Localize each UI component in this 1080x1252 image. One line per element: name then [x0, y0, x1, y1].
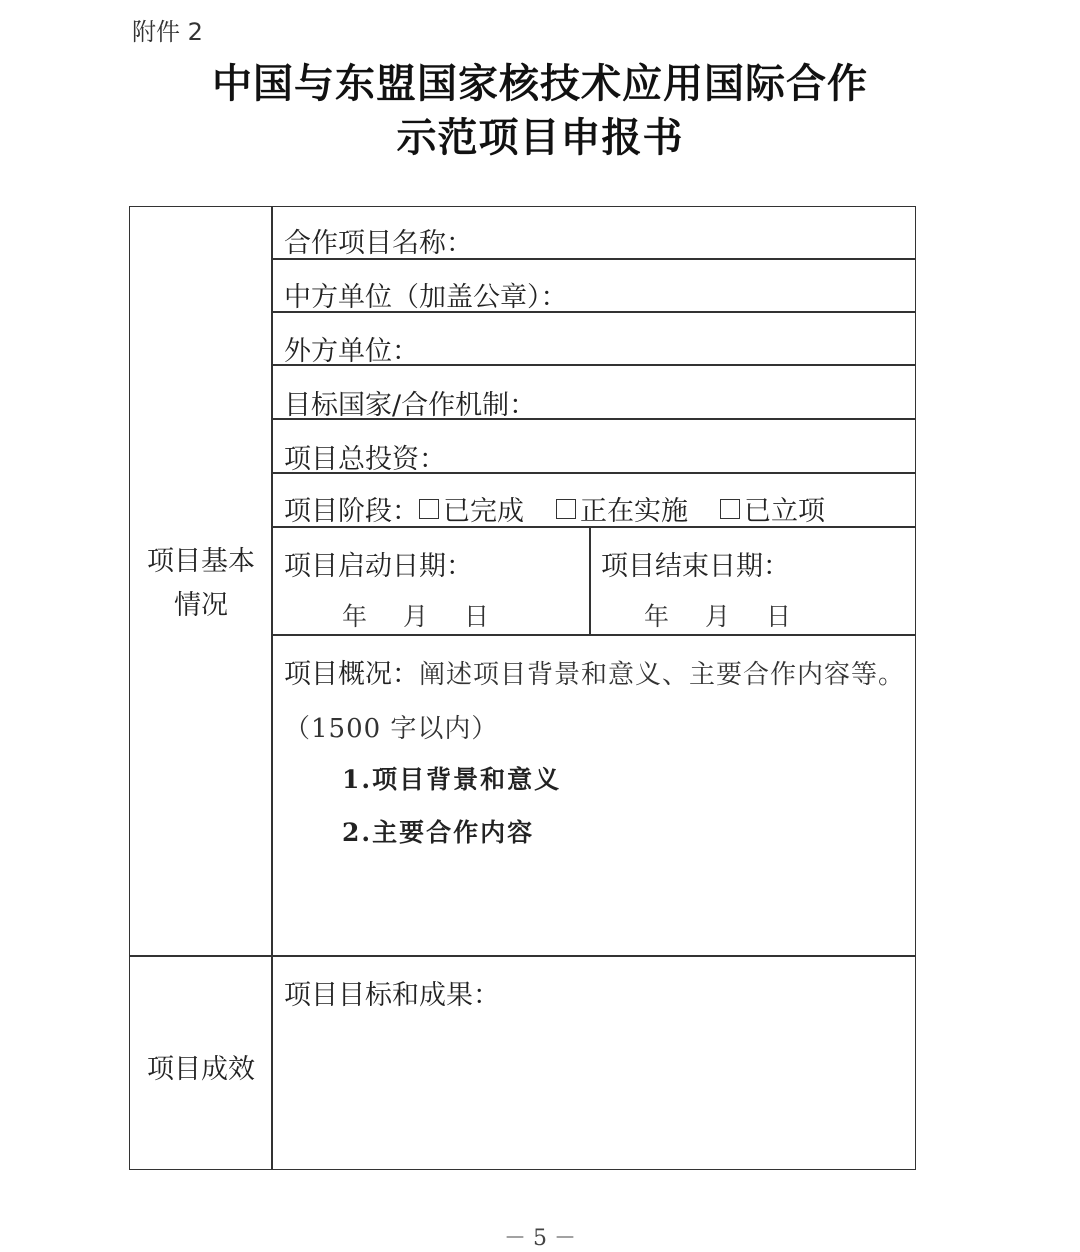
- stage-option-label: 正在实施: [580, 496, 688, 527]
- date-year: 年: [644, 602, 670, 631]
- stage-option-in-progress[interactable]: [556, 489, 688, 528]
- field-start-date[interactable]: 项目启动日期：: [284, 551, 473, 582]
- stage-label: 项目阶段：: [284, 496, 419, 527]
- overview-item-background: 1.项目背景和意义: [342, 765, 562, 794]
- date-column-divider: [589, 526, 591, 635]
- row-divider: [271, 634, 916, 636]
- stage-option-label: 已立项: [744, 496, 825, 527]
- section-basic-info: [131, 540, 271, 628]
- date-month: 月: [403, 602, 429, 631]
- field-project-stage: [284, 489, 857, 528]
- stage-option-completed[interactable]: [419, 489, 524, 528]
- attachment-label: 附件 2: [132, 18, 203, 46]
- stage-option-approved[interactable]: [720, 489, 825, 528]
- field-chinese-unit[interactable]: 中方单位（加盖公章）：: [284, 282, 568, 313]
- overview-label: 项目概况：: [284, 659, 419, 690]
- field-target-country[interactable]: 目标国家/合作机制：: [284, 390, 537, 421]
- section-divider: [129, 955, 916, 957]
- stage-option-label: 已完成: [443, 496, 524, 527]
- field-project-overview[interactable]: [284, 648, 909, 756]
- end-date-placeholder[interactable]: [644, 597, 827, 633]
- column-divider: [271, 206, 273, 1170]
- section-basic-info-line2: 情况: [174, 590, 228, 621]
- checkbox-icon[interactable]: [720, 499, 740, 519]
- document-title-line2: 示范项目申报书: [396, 114, 684, 161]
- overview-item-content: 2.主要合作内容: [342, 818, 535, 847]
- date-month: 月: [705, 602, 731, 631]
- date-year: 年: [342, 602, 368, 631]
- checkbox-icon[interactable]: [419, 499, 439, 519]
- section-effect: 项目成效: [147, 1054, 255, 1085]
- document-title-line1: 中国与东盟国家核技术应用国际合作: [212, 60, 868, 107]
- page-number: － 5 －: [504, 1226, 576, 1251]
- field-project-name[interactable]: 合作项目名称：: [284, 228, 473, 259]
- checkbox-icon[interactable]: [556, 499, 576, 519]
- overview-description: 阐述项目背景和意义、主要合作内容等。（1500 字以内）: [284, 660, 906, 744]
- field-foreign-unit[interactable]: 外方单位：: [284, 336, 419, 367]
- date-day: 日: [464, 602, 490, 631]
- start-date-placeholder[interactable]: [342, 597, 525, 633]
- section-basic-info-line1: 项目基本: [147, 546, 255, 577]
- date-day: 日: [766, 602, 792, 631]
- field-total-investment[interactable]: 项目总投资：: [284, 444, 446, 475]
- field-goals-results[interactable]: 项目目标和成果：: [284, 980, 500, 1011]
- field-end-date[interactable]: 项目结束日期：: [601, 551, 790, 582]
